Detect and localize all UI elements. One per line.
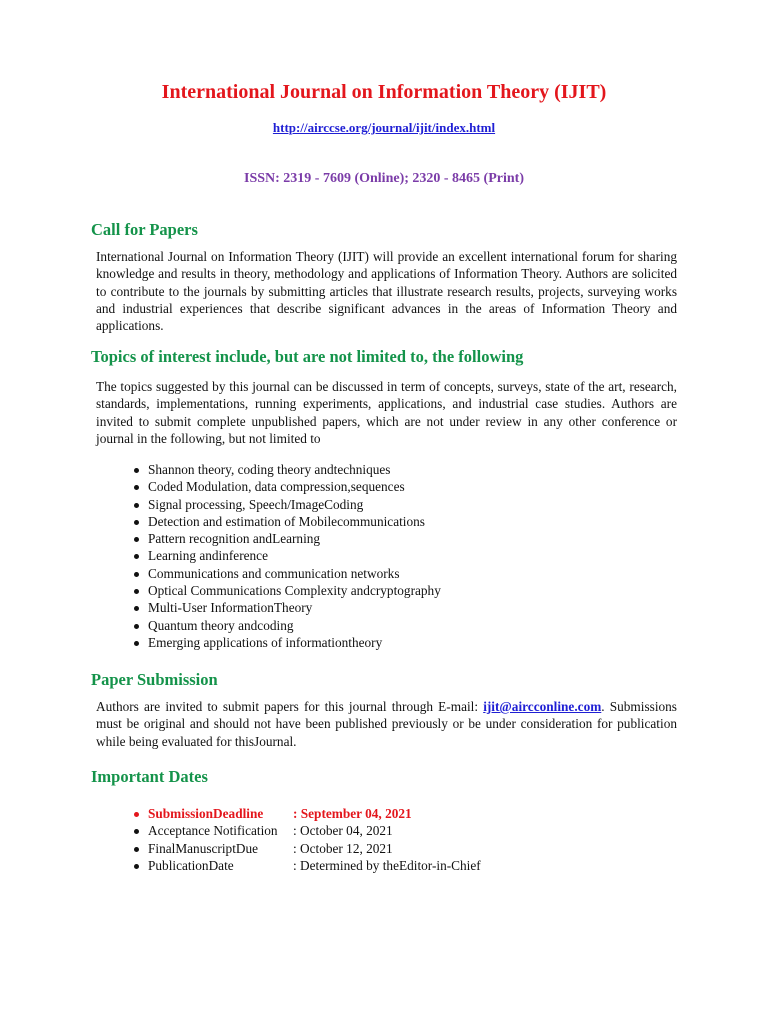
date-item-publication [134, 857, 481, 874]
date-label: FinalManuscriptDue [148, 840, 259, 856]
date-value: : October 12, 2021 [293, 840, 393, 856]
journal-url-line [0, 120, 768, 136]
topic-item: Signal processing, Speech/ImageCoding [134, 496, 441, 513]
paper-submission-text [96, 698, 677, 750]
topic-item: Coded Modulation, data compression,sequences [134, 478, 441, 495]
topic-item: Shannon theory, coding theory andtechniques [134, 461, 441, 478]
date-value: : October 04, 2021 [293, 823, 393, 839]
journal-title: International Journal on Information Theory (IJIT) [161, 81, 607, 103]
topics-intro-text: The topics suggested by this journal can be discussed in term of concepts, surveys, state of the art, research, standards, implementations, running experiments, applications, and industrial case studies. Authors are invited to submit complete unpublished papers, which are not under review in any other conference or journal in the following, but not limited to [96, 379, 677, 446]
call-for-papers-text: International Journal on Information Theory (IJIT) will provide an excellent international forum for sharing knowledge and results in theory, methodology and applications of Information Theory. Authors are solicited to contribute to the journals by submitting articles that illustrate research results, projects, surveying works and industrial experiences that describe significant advances in the areas of Information Theory and applications. [96, 249, 677, 334]
date-item-submission-deadline [134, 805, 481, 822]
topic-item: Detection and estimation of Mobilecommunications [134, 513, 441, 530]
date-label: PublicationDate [148, 857, 234, 873]
topic-item: Learning andinference [134, 547, 441, 564]
journal-url-link[interactable]: http://airccse.org/journal/ijit/index.html [272, 120, 496, 135]
submission-text-before: Authors are invited to submit papers for this journal through E-mail: [96, 699, 484, 714]
important-dates-heading: Important Dates [91, 767, 208, 786]
topic-item: Multi-User InformationTheory [134, 599, 441, 616]
topic-item: Quantum theory andcoding [134, 617, 441, 634]
topic-item: Pattern recognition andLearning [134, 530, 441, 547]
paper-submission-heading: Paper Submission [91, 670, 218, 689]
submission-text-after: . Submissions must be original and should not have been published previously or be under consideration for publication while being evaluated for thisJournal. [96, 699, 677, 749]
date-item-acceptance-notification [134, 822, 481, 839]
topics-heading: Topics of interest include, but are not limited to, the following [91, 347, 524, 366]
call-for-papers-heading: Call for Papers [91, 220, 198, 239]
date-label: SubmissionDeadline [148, 806, 264, 821]
issn-line: ISSN: 2319 - 7609 (Online); 2320 - 8465 (Print) [244, 171, 524, 186]
topic-item: Communications and communication networks [134, 565, 441, 582]
date-value: : September 04, 2021 [293, 806, 412, 821]
date-label: Acceptance Notification [148, 823, 278, 839]
topic-item: Emerging applications of informationtheory [134, 634, 441, 651]
topic-item: Optical Communications Complexity andcryptography [134, 582, 441, 599]
date-value: : Determined by theEditor-in-Chief [293, 857, 481, 873]
important-dates-list [134, 805, 481, 874]
date-item-final-manuscript [134, 840, 481, 857]
topics-list [134, 461, 441, 651]
submission-email-link[interactable]: ijit@aircconline.com [483, 699, 602, 714]
